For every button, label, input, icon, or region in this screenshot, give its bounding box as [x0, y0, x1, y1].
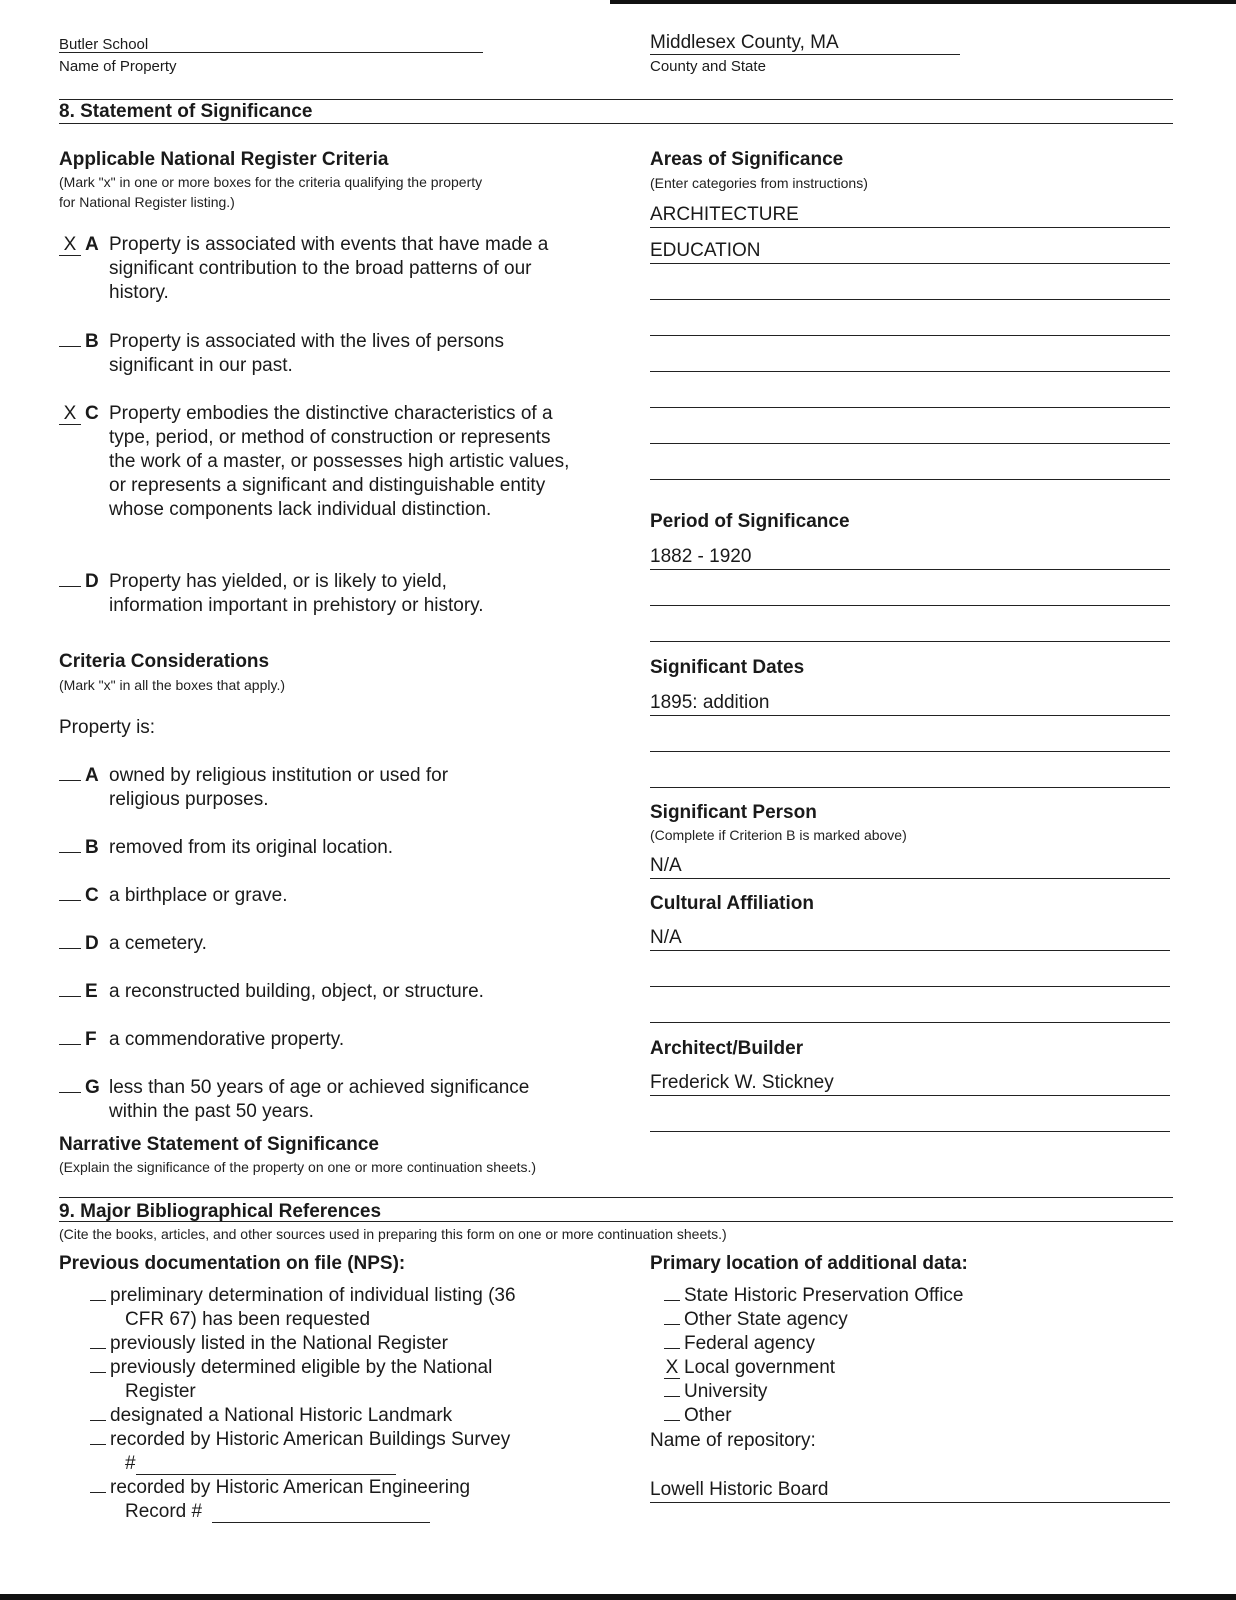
consideration-b-text: removed from its original location. — [109, 837, 394, 858]
cultural-value-1: N/A — [650, 927, 682, 948]
consideration-a-text: owned by religious institution or used for religious purposes. — [109, 765, 449, 810]
person-line[interactable] — [650, 848, 1170, 879]
primary-mark-5[interactable] — [664, 1396, 680, 1397]
architect-line-1[interactable] — [650, 1065, 1170, 1096]
county-state-label: County and State — [650, 58, 766, 75]
architect-line-2[interactable] — [650, 1101, 1170, 1132]
consideration-a-mark[interactable] — [59, 780, 81, 781]
criterion-c-mark[interactable]: X — [59, 404, 81, 425]
consideration-b-letter: B — [85, 837, 99, 858]
period-heading: Period of Significance — [650, 511, 850, 532]
consideration-c-text: a birthplace or grave. — [109, 885, 288, 906]
areas-instructions: (Enter categories from instructions) — [650, 175, 868, 191]
criterion-b-text: Property is associated with the lives of persons significant in our past. — [109, 331, 504, 376]
criterion-b — [59, 330, 504, 376]
period-line-1[interactable] — [650, 539, 1170, 570]
criterion-c-text: Property embodies the distinctive characteristics of a type, period, or method of construction or represents the work of a master, or possesses high artistic values, or represents a significant and distinguishable entity whose components lack individual distinction. — [109, 403, 570, 520]
habs-number-field[interactable] — [136, 1474, 396, 1475]
criteria-heading: Applicable National Register Criteria — [59, 149, 389, 170]
date-line-3[interactable] — [650, 757, 1170, 788]
prev-doc-text-5: recorded by Historic American Buildings Survey — [110, 1429, 511, 1450]
date-line-1[interactable] — [650, 685, 1170, 716]
consideration-g-letter: G — [85, 1077, 100, 1098]
criteria-instructions-1: (Mark "x" in one or more boxes for the criteria qualifying the property — [59, 174, 483, 190]
criterion-d-mark[interactable] — [59, 586, 81, 587]
consideration-g — [59, 1076, 530, 1122]
section9-rule-bottom — [59, 1221, 1173, 1222]
consideration-a-letter: A — [85, 765, 99, 786]
period-value-1: 1882 - 1920 — [650, 546, 752, 567]
consideration-b-mark[interactable] — [59, 852, 81, 853]
consideration-e — [59, 980, 484, 1004]
primary-item-6 — [664, 1404, 732, 1428]
primary-mark-2[interactable] — [664, 1324, 680, 1325]
property-is-label: Property is: — [59, 717, 156, 738]
consideration-f-mark[interactable] — [59, 1044, 81, 1045]
prev-doc-item-4 — [90, 1404, 452, 1428]
primary-item-4 — [664, 1356, 835, 1380]
prev-doc-item-3 — [90, 1356, 492, 1380]
primary-location-heading: Primary location of additional data: — [650, 1253, 968, 1274]
prev-doc-item-2 — [90, 1332, 448, 1356]
area-line-8[interactable] — [650, 449, 1170, 480]
narrative-instructions: (Explain the significance of the property on one or more continuation sheets.) — [59, 1159, 537, 1175]
area-line-2[interactable] — [650, 233, 1170, 264]
prev-doc-text-4: designated a National Historic Landmark — [110, 1405, 453, 1426]
area-line-5[interactable] — [650, 341, 1170, 372]
prev-doc-text-2: previously listed in the National Register — [110, 1333, 448, 1354]
consideration-d-text: a cemetery. — [109, 933, 207, 954]
criteria-instructions-2: for National Register listing.) — [59, 194, 235, 210]
area-value-1: ARCHITECTURE — [650, 204, 799, 225]
consideration-f-letter: F — [85, 1029, 97, 1050]
top-edge-bar — [610, 0, 1236, 4]
consideration-b — [59, 836, 394, 860]
repository-line[interactable] — [650, 1474, 1170, 1503]
habs-number-row — [125, 1452, 136, 1476]
section9-title: 9. Major Bibliographical References — [59, 1201, 382, 1222]
primary-item-1 — [664, 1284, 963, 1308]
primary-text-1: State Historic Preservation Office — [684, 1285, 964, 1306]
person-value: N/A — [650, 855, 682, 876]
prev-doc-mark-6[interactable] — [90, 1492, 106, 1493]
primary-item-2 — [664, 1308, 848, 1332]
prev-doc-heading: Previous documentation on file (NPS): — [59, 1253, 406, 1274]
consideration-f — [59, 1028, 345, 1052]
prev-doc-mark-4[interactable] — [90, 1420, 106, 1421]
repository-label: Name of repository: — [650, 1430, 816, 1451]
criterion-d-letter: D — [85, 571, 99, 592]
consideration-a — [59, 764, 449, 810]
prev-doc-item-1-cont: CFR 67) has been requested — [125, 1309, 371, 1330]
criterion-a — [59, 233, 549, 303]
criterion-b-letter: B — [85, 331, 99, 352]
date-line-2[interactable] — [650, 721, 1170, 752]
repository-value: Lowell Historic Board — [650, 1479, 829, 1500]
area-line-6[interactable] — [650, 377, 1170, 408]
primary-text-2: Other State agency — [684, 1309, 848, 1330]
primary-mark-1[interactable] — [664, 1300, 680, 1301]
primary-item-3 — [664, 1332, 815, 1356]
prev-doc-item-6 — [90, 1476, 470, 1500]
haer-record-label: Record # — [125, 1501, 203, 1522]
section8-rule-top — [59, 99, 1173, 100]
period-line-2[interactable] — [650, 575, 1170, 606]
primary-mark-4[interactable]: X — [665, 1357, 679, 1378]
primary-text-5: University — [684, 1381, 768, 1402]
cultural-line-2[interactable] — [650, 956, 1170, 987]
section8-rule-bottom — [59, 123, 1173, 124]
consideration-g-mark[interactable] — [59, 1092, 81, 1093]
bottom-edge-bar — [0, 1594, 1236, 1600]
consideration-c-letter: C — [85, 885, 99, 906]
area-line-3[interactable] — [650, 269, 1170, 300]
consideration-d — [59, 932, 207, 956]
cultural-line-1[interactable] — [650, 920, 1170, 951]
consideration-d-mark[interactable] — [59, 948, 81, 949]
consideration-g-text: less than 50 years of age or achieved significance within the past 50 years. — [109, 1077, 530, 1122]
criterion-a-letter: A — [85, 234, 99, 255]
property-name-value: Butler School — [59, 36, 149, 53]
prev-doc-text-1: preliminary determination of individual listing (36 — [110, 1285, 516, 1306]
person-instructions: (Complete if Criterion B is marked above) — [650, 827, 907, 843]
cultural-heading: Cultural Affiliation — [650, 893, 814, 914]
dates-heading: Significant Dates — [650, 657, 805, 678]
criterion-a-mark[interactable]: X — [59, 235, 81, 256]
areas-heading: Areas of Significance — [650, 149, 844, 170]
prev-doc-text-3: previously determined eligible by the National — [110, 1357, 493, 1378]
criterion-d-text: Property has yielded, or is likely to yield, information important in prehistory or history. — [109, 571, 484, 616]
habs-number-label: # — [125, 1453, 136, 1474]
county-state-value: Middlesex County, MA — [650, 32, 839, 53]
area-line-4[interactable] — [650, 305, 1170, 336]
consideration-e-text: a reconstructed building, object, or structure. — [109, 981, 484, 1002]
criterion-c-letter: C — [85, 403, 99, 424]
considerations-instructions: (Mark "x" in all the boxes that apply.) — [59, 677, 285, 693]
consideration-c — [59, 884, 288, 908]
section9-rule-top — [59, 1197, 1173, 1198]
consideration-e-mark[interactable] — [59, 996, 81, 997]
prev-doc-mark-1[interactable] — [90, 1300, 106, 1301]
haer-record-field[interactable] — [212, 1522, 430, 1523]
prev-doc-item-5 — [90, 1428, 510, 1452]
criterion-c — [59, 402, 570, 520]
section9-instructions: (Cite the books, articles, and other sources used in preparing this form on one or more continuation sheets.) — [59, 1226, 727, 1242]
criterion-a-text: Property is associated with events that have made a significant contribution to the broad patterns of our history. — [109, 234, 549, 303]
consideration-f-text: a commendorative property. — [109, 1029, 345, 1050]
prev-doc-mark-3[interactable] — [90, 1372, 106, 1373]
primary-mark-3[interactable] — [664, 1348, 680, 1349]
prev-doc-item-1 — [90, 1284, 516, 1308]
architect-heading: Architect/Builder — [650, 1038, 804, 1059]
section8-title: 8. Statement of Significance — [59, 101, 313, 122]
haer-record-row — [125, 1500, 202, 1524]
primary-text-4: Local government — [684, 1357, 836, 1378]
primary-mark-6[interactable] — [664, 1420, 680, 1421]
considerations-heading: Criteria Considerations — [59, 651, 270, 672]
primary-text-6: Other — [684, 1405, 732, 1426]
narrative-heading: Narrative Statement of Significance — [59, 1134, 379, 1155]
date-value-1: 1895: addition — [650, 692, 770, 713]
consideration-d-letter: D — [85, 933, 99, 954]
criterion-d — [59, 570, 484, 616]
prev-doc-mark-5[interactable] — [90, 1444, 106, 1445]
consideration-c-mark[interactable] — [59, 900, 81, 901]
consideration-e-letter: E — [85, 981, 98, 1002]
primary-text-3: Federal agency — [684, 1333, 815, 1354]
prev-doc-text-6: recorded by Historic American Engineering — [110, 1477, 471, 1498]
cultural-line-3[interactable] — [650, 992, 1170, 1023]
area-line-7[interactable] — [650, 413, 1170, 444]
prev-doc-item-3-cont: Register — [125, 1381, 196, 1402]
prev-doc-mark-2[interactable] — [90, 1348, 106, 1349]
area-value-2: EDUCATION — [650, 240, 761, 261]
property-name-label: Name of Property — [59, 58, 177, 75]
criterion-b-mark[interactable] — [59, 346, 81, 347]
person-heading: Significant Person — [650, 802, 817, 823]
architect-value-1: Frederick W. Stickney — [650, 1072, 834, 1093]
primary-item-5 — [664, 1380, 767, 1404]
period-line-3[interactable] — [650, 611, 1170, 642]
area-line-1[interactable] — [650, 197, 1170, 228]
